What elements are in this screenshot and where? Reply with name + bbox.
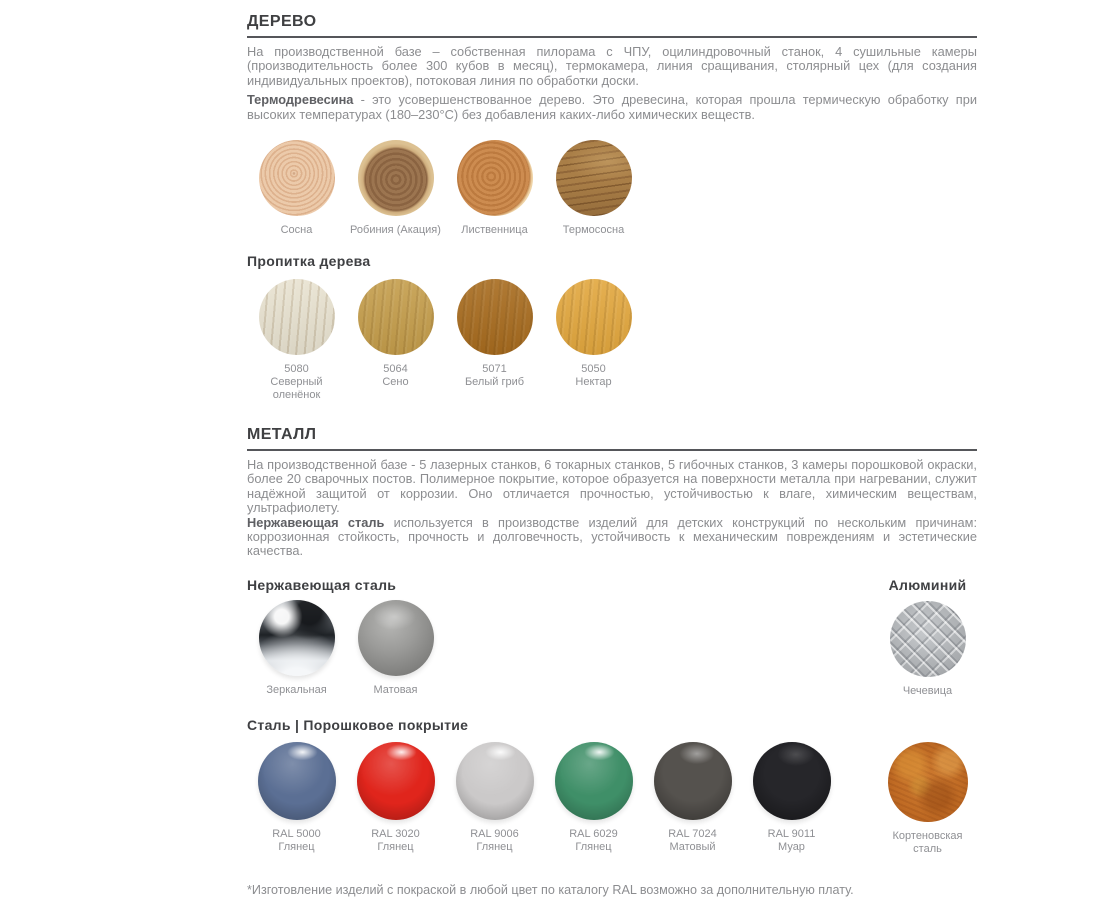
ral-finish: Глянец: [278, 840, 315, 853]
stain-name: Нектар: [575, 376, 612, 389]
stainless-swatch-row: [247, 600, 445, 697]
ral-code: RAL 6029: [569, 827, 618, 840]
ral-swatch-label: [569, 828, 618, 854]
stain-color-circle: [259, 279, 335, 355]
ral-swatch-label: [272, 828, 321, 854]
ral-finish: Глянец: [476, 840, 513, 853]
mirror-steel-ball-image: [259, 600, 335, 676]
ral-color-ball: [654, 742, 732, 820]
ral-finish: Матовый: [669, 840, 716, 853]
stain-code: 5064: [383, 363, 408, 376]
stainless-swatch-mirror: [247, 600, 346, 697]
ral-code: RAL 9006: [470, 827, 519, 840]
wood-paragraph-2: [247, 93, 977, 122]
stain-swatch-label: [382, 363, 408, 389]
stainless-term: Нержавеющая сталь: [247, 514, 385, 530]
ral-swatch-5000: [247, 742, 346, 854]
stain-color-circle: [358, 279, 434, 355]
corten-swatch-label: [882, 830, 974, 856]
ral-swatch-9011: [742, 742, 841, 854]
wood-swatch-label: Лиственница: [461, 224, 528, 237]
stain-swatch-5071: [445, 279, 544, 389]
stainless-swatch-matte: [346, 600, 445, 697]
content-column: [247, 13, 977, 897]
ral-color-ball: [456, 742, 534, 820]
metal-paragraph-2: [247, 516, 977, 559]
ral-color-ball: [258, 742, 336, 820]
corten-swatch: [878, 742, 977, 856]
stain-color-circle: [556, 279, 632, 355]
aluminum-swatch-lentil: [878, 601, 977, 698]
wood-section-title: ДЕРЕВО: [247, 13, 977, 38]
metal-paragraph-1: На производственной базе - 5 лазерных станков, 6 токарных станков, 5 гибочных станков, 3 камеры порошковой окраски, более 20 сварочных постов. Полимерное покрытие, которое образуется на поверхности металла при нагревании, служит надёжной защитой от коррозии. Оно отличается прочностью, устойчивостью к влаге, химическим веществам, ультрафиолету.: [247, 457, 977, 516]
wood-swatch-larch: [445, 140, 544, 237]
ral-swatch-label: [470, 828, 519, 854]
ral-finish: Глянец: [575, 840, 612, 853]
stain-swatch-5080: [247, 279, 346, 402]
stain-name: Северный оленёнок: [270, 376, 323, 402]
ral-swatch-3020: [346, 742, 445, 854]
metal-section: [247, 426, 977, 897]
stainless-swatch-label: Зеркальная: [266, 683, 327, 696]
thermopine-grain-image: [556, 140, 632, 216]
ral-swatch-label: [768, 828, 816, 854]
ral-color-ball: [357, 742, 435, 820]
aluminum-group: [878, 577, 977, 698]
ral-code: RAL 3020: [371, 827, 420, 840]
ral-color-ball: [555, 742, 633, 820]
stain-swatch-label: [260, 363, 334, 402]
stain-name: Сено: [382, 376, 409, 389]
ral-swatch-6029: [544, 742, 643, 854]
impregnation-row: [247, 279, 977, 402]
corten-group: [878, 742, 977, 856]
stainless-swatch-label: Матовая: [373, 683, 418, 696]
robinia-slice-image: [358, 140, 434, 216]
wood-species-row: [247, 140, 977, 237]
ral-swatch-row: [247, 742, 841, 854]
stain-swatch-5050: [544, 279, 643, 389]
ral-code: RAL 5000: [272, 827, 321, 840]
ral-code: RAL 9011: [767, 827, 816, 840]
stain-code: 5050: [581, 363, 606, 376]
diamond-plate-image: [890, 601, 966, 677]
wood-paragraph-1: На производственной базе – собственная пилорама с ЧПУ, оцилиндровочный станок, 4 сушильные камеры (производительность более 300 кубов в месяц), термокамера, линия сращивания, столярный цех (для создания индивидуальных проектов), потоковая линия по обработки доски.: [247, 44, 977, 88]
stain-code: 5080: [284, 363, 309, 376]
stain-swatch-label: [575, 363, 611, 389]
stain-code: 5071: [482, 363, 507, 376]
powder-coating-title: Сталь | Порошковое покрытие: [247, 716, 469, 733]
stain-color-circle: [457, 279, 533, 355]
pine-slice-image: [259, 140, 335, 216]
aluminum-title: Алюминий: [888, 576, 967, 593]
stainless-group: [247, 577, 445, 697]
impregnation-title: Пропитка дерева: [247, 253, 371, 270]
larch-slice-image: [457, 140, 533, 216]
wood-swatch-robinia: [346, 140, 445, 237]
thermowood-term: Термодревесина: [247, 92, 354, 108]
ral-swatch-7024: [643, 742, 742, 854]
metal-paragraph-2-rest: используется в производстве изделий для детских конструкций по нескольким причинам: коррозионная стойкость, прочность и долговечность, устойчивость к механическим повреждениям и эстетические качества.: [247, 514, 978, 559]
aluminum-swatch-label: Чечевица: [902, 684, 953, 697]
ral-code: RAL 7024: [668, 827, 717, 840]
corten-name: Кортеновская сталь: [892, 829, 963, 855]
stain-swatch-5064: [346, 279, 445, 389]
ral-swatch-9006: [445, 742, 544, 854]
stainless-title: Нержавеющая сталь: [247, 576, 397, 593]
ral-color-ball: [753, 742, 831, 820]
stain-swatch-label: [465, 363, 524, 389]
matte-steel-ball-image: [358, 600, 434, 676]
ral-finish: Глянец: [377, 840, 414, 853]
metal-section-title: МЕТАЛЛ: [247, 426, 977, 451]
ral-finish: Муар: [778, 840, 805, 853]
wood-swatch-pine: [247, 140, 346, 237]
wood-paragraph-2-rest: - это усовершенствованное дерево. Это древесина, которая прошла термическую обработку при высоких температурах (180–230°С) без добавления каких-либо химических веществ.: [247, 92, 977, 122]
ral-footnote: *Изготовление изделий с покраской в любой цвет по каталогу RAL возможно за дополнительную плату.: [247, 882, 854, 897]
powder-corten-row: [247, 742, 977, 856]
stain-name: Белый гриб: [464, 376, 525, 389]
wood-swatch-label: Робиния (Акация): [350, 224, 441, 237]
corten-rust-image: [888, 742, 968, 822]
wood-swatch-thermopine: [544, 140, 643, 237]
wood-swatch-label: Термососна: [562, 224, 625, 237]
wood-swatch-label: Сосна: [280, 224, 313, 237]
ral-swatch-label: [668, 828, 717, 854]
ral-swatch-label: [371, 828, 420, 854]
stainless-aluminum-row: [247, 577, 977, 698]
wood-section: [247, 13, 977, 402]
